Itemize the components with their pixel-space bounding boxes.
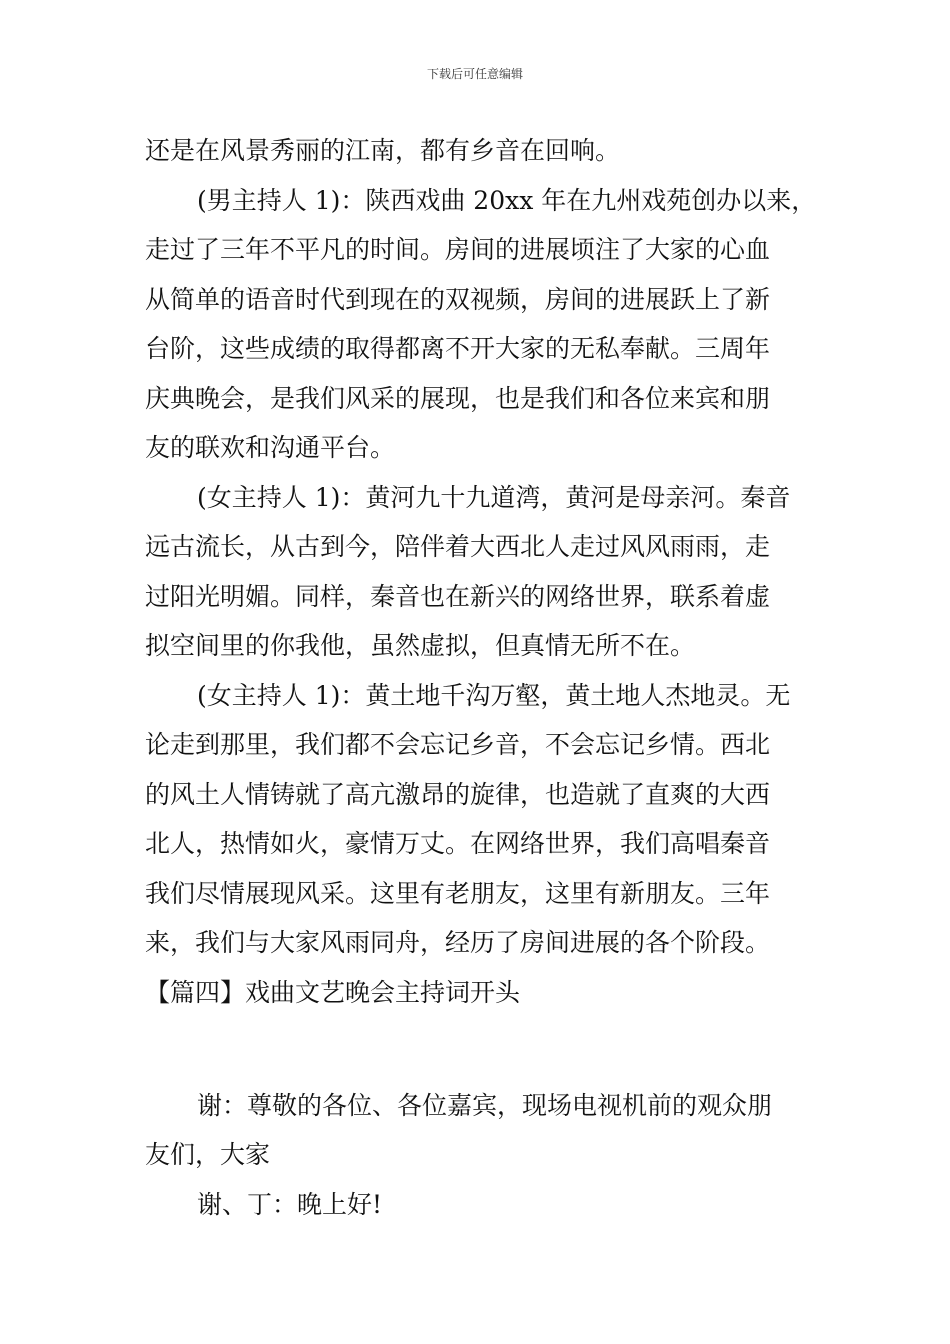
text-line: 拟空间里的你我他，虽然虚拟，但真情无所不在。 [145,631,696,660]
text-line: 我们尽情展现风采。这里有老朋友，这里有新朋友。三年 [145,878,771,908]
text-line: (男主持人 1)：陕西戏曲 20xx 年在九州戏苑创办以来， [197,185,817,215]
paragraph [145,126,815,176]
text-line: 友们，大家 [145,1140,271,1169]
paragraph [145,1081,815,1180]
text-line: 台阶，这些成绩的取得都离不开大家的无私奉献。三周年 [145,334,771,363]
text-line: 友的联欢和沟通平台。 [145,433,396,462]
text-line: 过阳光明媚。同样，秦音也在新兴的网络世界，联系着虚 [145,581,771,611]
text-line: 来，我们与大家风雨同舟，经历了房间进展的各个阶段。 [145,928,771,957]
blank-gap [145,1067,815,1081]
paragraph [145,671,815,968]
text-line: 庆典晚会，是我们风采的展现，也是我们和各位来宾和朋 [145,383,771,413]
text-line: 走过了三年不平凡的时间。房间的进展顷注了大家的心血 [145,235,771,264]
text-line: 远古流长，从古到今，陪伴着大西北人走过风风雨雨，走 [145,532,771,561]
text-line: 从简单的语音时代到现在的双视频，房间的进展跃上了新 [145,284,771,314]
blank-gap [145,1017,815,1067]
text-line: (女主持人 1)：黄土地千沟万壑，黄土地人杰地灵。无 [197,680,791,710]
section-heading: 【篇四】戏曲文艺晚会主持词开头 [145,977,521,1007]
text-line: 论走到那里，我们都不会忘记乡音，不会忘记乡情。西北 [145,730,771,759]
paragraph [145,1180,815,1230]
paragraph [145,473,815,671]
text-line: 的风土人情铸就了高亢激昂的旋律，也造就了直爽的大西 [145,779,771,809]
paragraph [145,176,815,473]
text-line: (女主持人 1)：黄河九十九道湾，黄河是母亲河。秦音 [197,482,791,512]
document-body [145,126,815,1229]
text-line: 北人，热情如火，豪情万丈。在网络世界，我们高唱秦音 [145,829,771,858]
text-line: 谢：尊敬的各位、各位嘉宾，现场电视机前的观众朋 [197,1090,773,1120]
page-header: 下载后可任意编辑 [426,67,523,81]
text-line: 还是在风景秀丽的江南，都有乡音在回响。 [145,136,621,165]
text-line: 谢、丁：晚上好! [197,1189,383,1219]
